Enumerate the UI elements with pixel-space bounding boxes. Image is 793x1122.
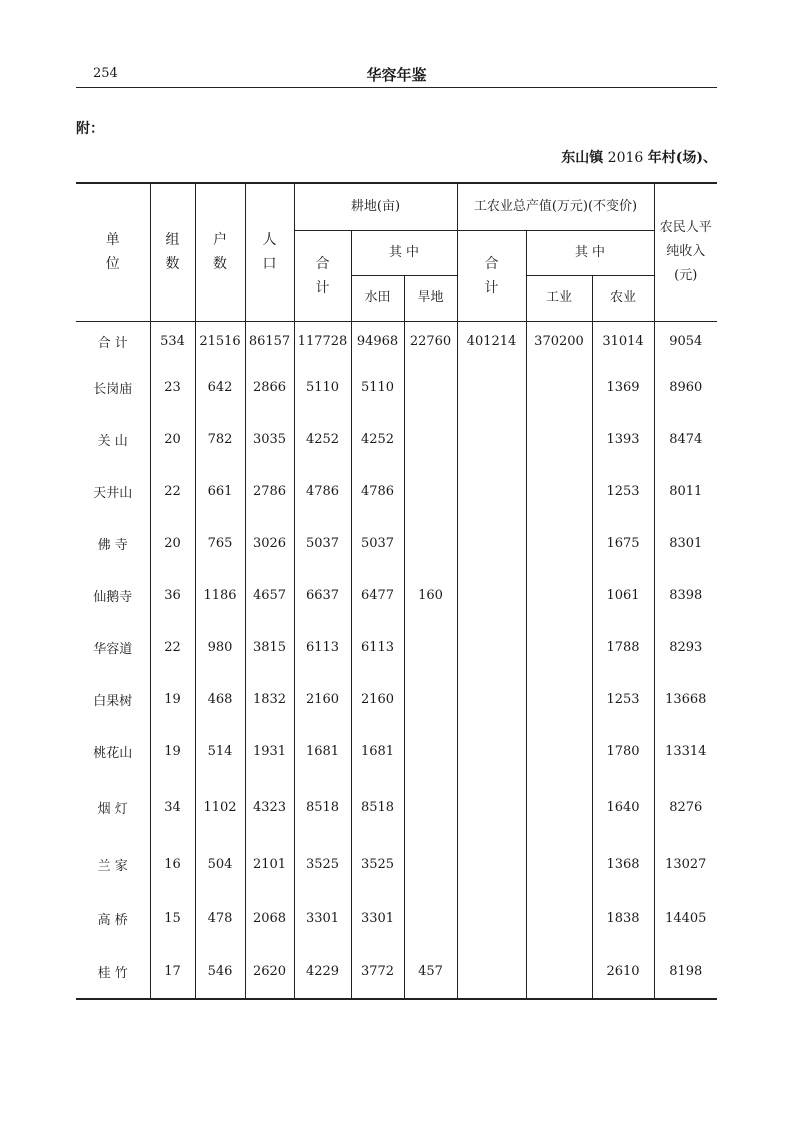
cell-income: 13668	[654, 673, 717, 725]
cell-unit: 兰 家	[97, 859, 128, 874]
cell-land-total: 4252	[294, 413, 351, 465]
cell-land-total: 5110	[294, 361, 351, 413]
cell-industry	[526, 413, 592, 465]
cell-groups: 15	[150, 892, 195, 944]
cell-unit: 桂 竹	[76, 944, 150, 999]
header-industry: 工业	[526, 275, 592, 321]
cell-households: 504	[195, 837, 245, 892]
cell-industry	[526, 569, 592, 621]
cell-agriculture: 1061	[592, 569, 654, 621]
cell-agriculture: 1369	[592, 361, 654, 413]
cell-households: 514	[195, 725, 245, 777]
table-row	[76, 621, 717, 673]
table-body	[76, 321, 717, 999]
cell-agriculture: 2610	[592, 944, 654, 999]
table-row	[76, 361, 717, 413]
cell-output-total	[457, 892, 526, 944]
cell-agriculture: 1838	[592, 892, 654, 944]
table-title-town: 东山镇	[561, 150, 604, 166]
cell-agriculture: 1393	[592, 413, 654, 465]
header-rule	[76, 87, 717, 88]
cell-unit: 白果树	[93, 693, 133, 709]
cell-land-total: 8518	[294, 777, 351, 837]
cell-output-total	[457, 621, 526, 673]
table-row	[76, 777, 717, 837]
cell-paddy: 3525	[351, 837, 404, 892]
header-farmland-total: 合计	[294, 230, 351, 321]
table-row	[76, 944, 717, 999]
cell-population: 3815	[245, 621, 294, 673]
table-row	[76, 569, 717, 621]
table-row	[76, 725, 717, 777]
cell-households: 642	[195, 361, 245, 413]
cell-industry	[526, 673, 592, 725]
header-groups: 组数	[150, 183, 195, 321]
cell-unit: 合 计	[97, 335, 128, 351]
cell-dry	[404, 413, 457, 465]
cell-land-total: 117728	[294, 321, 351, 361]
cell-population: 2620	[245, 944, 294, 999]
cell-income: 13314	[654, 725, 717, 777]
cell-households: 1102	[195, 777, 245, 837]
table-row	[76, 673, 717, 725]
cell-population: 3026	[245, 517, 294, 569]
cell-groups: 19	[150, 673, 195, 725]
cell-agriculture: 1780	[592, 725, 654, 777]
statistics-table	[76, 182, 717, 1000]
cell-industry	[526, 837, 592, 892]
cell-land-total: 4786	[294, 465, 351, 517]
cell-paddy: 4786	[351, 465, 404, 517]
cell-land-total: 3525	[294, 837, 351, 892]
cell-income: 13027	[654, 837, 717, 892]
cell-population: 3035	[245, 413, 294, 465]
header-output: 工农业总产值(万元)(不变价)	[457, 183, 654, 230]
cell-population: 1832	[245, 673, 294, 725]
cell-population: 2786	[245, 465, 294, 517]
header-paddy: 水田	[351, 275, 404, 321]
cell-income: 8276	[654, 777, 717, 837]
header-households: 户数	[195, 183, 245, 321]
cell-land-total: 6637	[294, 569, 351, 621]
cell-land-total: 4229	[294, 944, 351, 999]
cell-population: 4323	[245, 777, 294, 837]
cell-population: 2866	[245, 361, 294, 413]
header-population: 人口	[245, 183, 294, 321]
cell-income: 8198	[654, 944, 717, 999]
cell-industry	[526, 944, 592, 999]
table-title-rest: 年村(场)、	[647, 150, 717, 166]
cell-dry	[404, 725, 457, 777]
cell-land-total: 5037	[294, 517, 351, 569]
cell-output-total	[457, 361, 526, 413]
cell-unit: 佛 寺	[97, 537, 128, 553]
table-row	[76, 837, 717, 892]
cell-industry	[526, 621, 592, 673]
cell-households: 21516	[195, 321, 245, 361]
header-farmland-of-which: 其 中	[351, 230, 457, 275]
cell-dry: 160	[404, 569, 457, 621]
header-income: 农民人平纯收入(元)	[654, 183, 717, 321]
cell-unit: 关 山	[97, 433, 128, 449]
header-dryland: 旱地	[404, 275, 457, 321]
table-title-year: 2016	[607, 150, 644, 166]
cell-paddy: 6477	[351, 569, 404, 621]
cell-paddy: 3301	[351, 892, 404, 944]
cell-unit: 桃花山	[93, 745, 133, 761]
cell-dry	[404, 777, 457, 837]
appendix-label: 附：	[76, 121, 104, 137]
cell-unit: 烟 灯	[97, 801, 128, 817]
cell-income: 8301	[654, 517, 717, 569]
cell-income: 14405	[654, 892, 717, 944]
cell-agriculture: 1675	[592, 517, 654, 569]
table-row	[76, 465, 717, 517]
cell-groups: 36	[150, 569, 195, 621]
cell-income: 8293	[654, 621, 717, 673]
table-row	[76, 413, 717, 465]
cell-income: 8398	[654, 569, 717, 621]
cell-agriculture: 1788	[592, 621, 654, 673]
cell-unit: 高 桥	[97, 912, 128, 928]
cell-population: 2101	[245, 837, 294, 892]
cell-land-total: 6113	[294, 621, 351, 673]
cell-dry	[404, 517, 457, 569]
cell-industry	[526, 777, 592, 837]
header-agriculture: 农业	[592, 275, 654, 321]
cell-output-total	[457, 673, 526, 725]
cell-paddy: 8518	[351, 777, 404, 837]
cell-groups: 17	[150, 944, 195, 999]
cell-unit: 仙鹅寺	[93, 589, 133, 605]
cell-agriculture: 1253	[592, 465, 654, 517]
cell-agriculture: 31014	[592, 321, 654, 361]
cell-dry: 22760	[404, 321, 457, 361]
cell-population: 2068	[245, 892, 294, 944]
cell-dry	[404, 837, 457, 892]
cell-paddy: 4252	[351, 413, 404, 465]
cell-population: 1931	[245, 725, 294, 777]
header-output-total: 合计	[457, 230, 526, 321]
cell-groups: 22	[150, 621, 195, 673]
cell-dry	[404, 673, 457, 725]
cell-income: 9054	[654, 321, 717, 361]
cell-industry: 370200	[526, 321, 592, 361]
cell-output-total	[457, 725, 526, 777]
cell-agriculture: 1368	[592, 837, 654, 892]
cell-groups: 16	[150, 837, 195, 892]
cell-households: 661	[195, 465, 245, 517]
table-row	[76, 892, 717, 944]
cell-land-total: 1681	[294, 725, 351, 777]
cell-paddy: 5110	[351, 361, 404, 413]
cell-unit: 天井山	[93, 485, 133, 501]
cell-groups: 22	[150, 465, 195, 517]
cell-unit: 长岗庙	[93, 381, 133, 397]
cell-groups: 19	[150, 725, 195, 777]
cell-households: 782	[195, 413, 245, 465]
table-header	[76, 183, 717, 321]
cell-output-total	[457, 777, 526, 837]
cell-output-total	[457, 465, 526, 517]
cell-unit: 华容道	[93, 641, 133, 657]
header-unit: 单位	[76, 183, 150, 321]
cell-groups: 23	[150, 361, 195, 413]
cell-income: 8011	[654, 465, 717, 517]
cell-income: 8960	[654, 361, 717, 413]
page-number: 254	[93, 66, 118, 81]
cell-agriculture: 1253	[592, 673, 654, 725]
header-output-of-which: 其 中	[526, 230, 654, 275]
table-title	[561, 147, 717, 167]
cell-groups: 20	[150, 517, 195, 569]
cell-industry	[526, 517, 592, 569]
cell-dry	[404, 361, 457, 413]
cell-population: 4657	[245, 569, 294, 621]
cell-industry	[526, 892, 592, 944]
cell-industry	[526, 465, 592, 517]
cell-dry	[404, 465, 457, 517]
cell-land-total: 3301	[294, 892, 351, 944]
cell-dry: 457	[404, 944, 457, 999]
cell-paddy: 6113	[351, 621, 404, 673]
cell-agriculture: 1640	[592, 777, 654, 837]
cell-paddy: 1681	[351, 725, 404, 777]
cell-households: 765	[195, 517, 245, 569]
cell-groups: 34	[150, 777, 195, 837]
cell-output-total	[457, 837, 526, 892]
cell-households: 546	[195, 944, 245, 999]
table-row	[76, 517, 717, 569]
cell-paddy: 94968	[351, 321, 404, 361]
cell-output-total: 401214	[457, 321, 526, 361]
cell-industry	[526, 725, 592, 777]
cell-income: 8474	[654, 413, 717, 465]
cell-paddy: 2160	[351, 673, 404, 725]
cell-groups: 20	[150, 413, 195, 465]
header-farmland: 耕地(亩)	[294, 183, 457, 230]
book-title: 华容年鉴	[366, 66, 427, 84]
table-row	[76, 321, 717, 361]
cell-output-total	[457, 413, 526, 465]
cell-households: 468	[195, 673, 245, 725]
cell-output-total	[457, 944, 526, 999]
cell-groups: 534	[150, 321, 195, 361]
cell-output-total	[457, 517, 526, 569]
cell-households: 478	[195, 892, 245, 944]
cell-households: 1186	[195, 569, 245, 621]
cell-dry	[404, 892, 457, 944]
cell-paddy: 3772	[351, 944, 404, 999]
cell-population: 86157	[245, 321, 294, 361]
cell-households: 980	[195, 621, 245, 673]
cell-paddy: 5037	[351, 517, 404, 569]
cell-dry	[404, 621, 457, 673]
cell-industry	[526, 361, 592, 413]
cell-land-total: 2160	[294, 673, 351, 725]
cell-output-total	[457, 569, 526, 621]
